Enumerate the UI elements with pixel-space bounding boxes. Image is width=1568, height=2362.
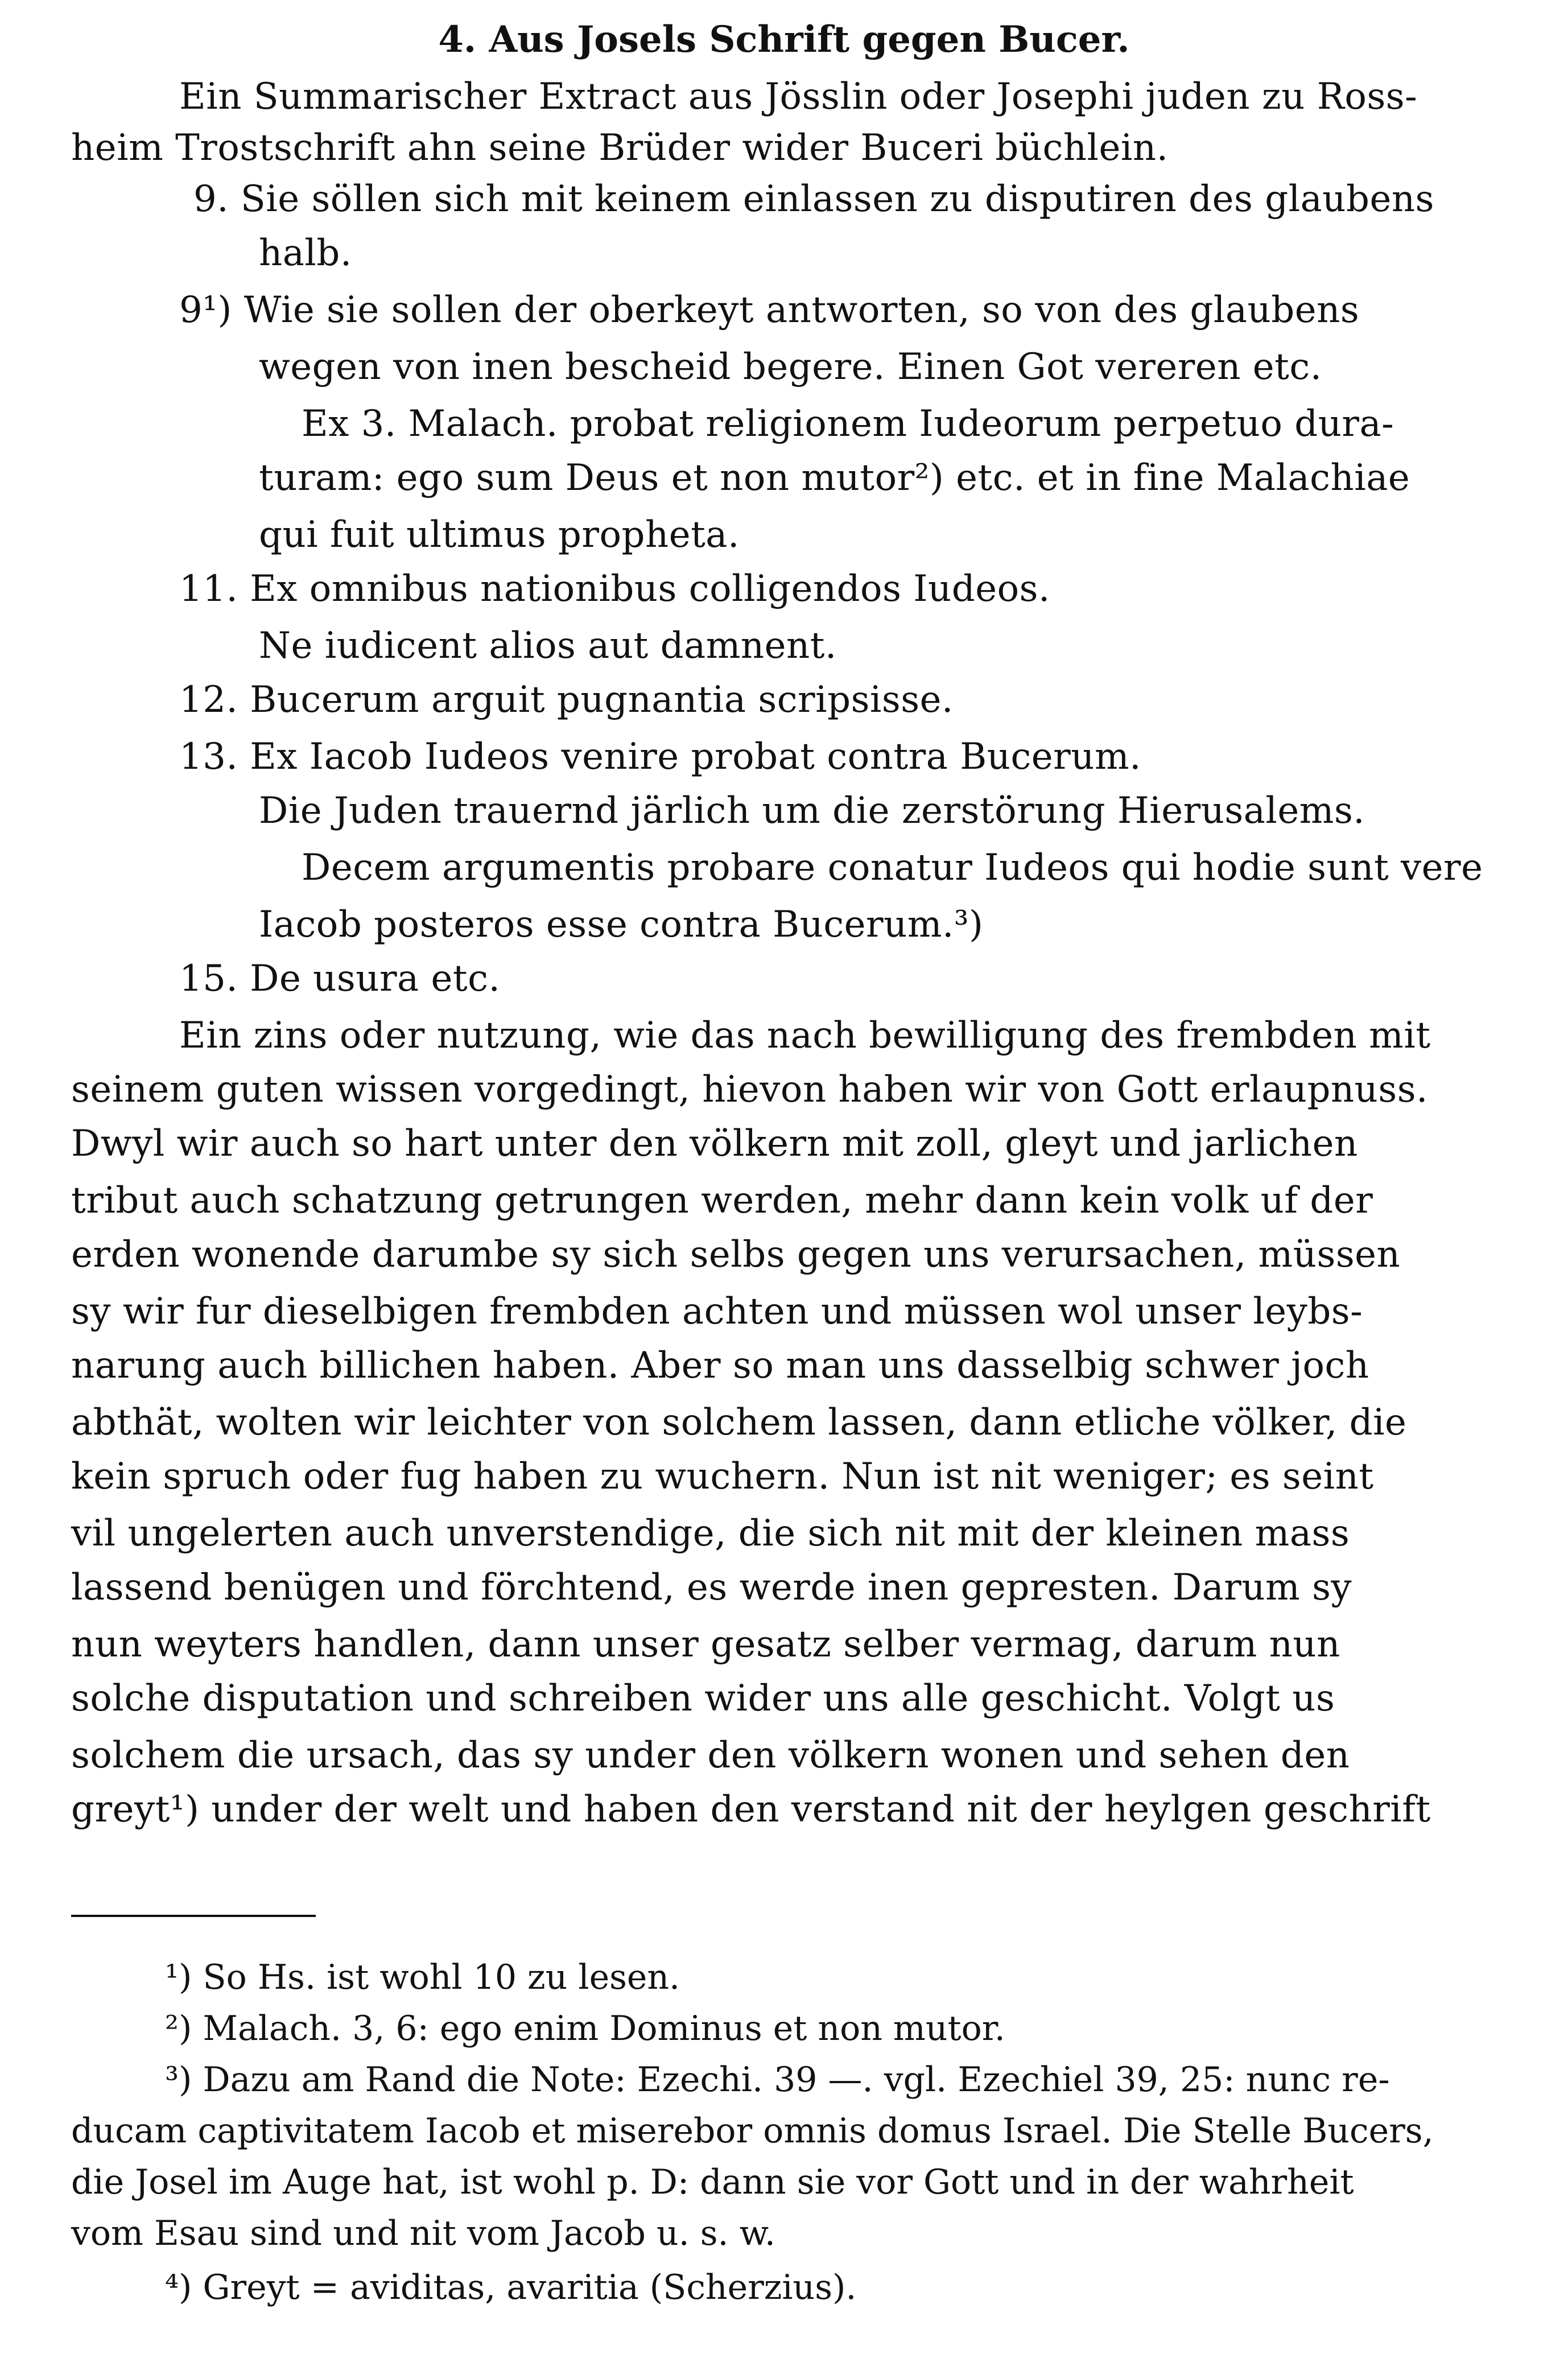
body-line: solche disputation und schreiben wider uns alle geschicht. Volgt us: [71, 1677, 1335, 1720]
body-line: 15. De usura etc.: [179, 958, 501, 1000]
body-line: halb.: [259, 232, 352, 274]
body-line: vil ungelerten auch unverstendige, die sich nit mit der kleinen mass: [71, 1512, 1350, 1555]
body-line: erden wonende darumbe sy sich selbs gegen uns verursachen, müssen: [71, 1234, 1401, 1276]
footnote-line: ¹) So Hs. ist wohl 10 zu lesen.: [165, 1957, 680, 1997]
body-line: Decem argumentis probare conatur Iudeos qui hodie sunt vere: [302, 847, 1483, 889]
body-line: nun weyters handlen, dann unser gesatz selber vermag, darum nun: [71, 1623, 1340, 1666]
body-line: Die Juden trauernd järlich um die zerstörung Hierusalems.: [259, 790, 1365, 832]
footnote-line: die Josel im Auge hat, ist wohl p. D: dann sie vor Gott und in der wahrheit: [71, 2162, 1354, 2202]
body-line: Dwyl wir auch so hart unter den völkern mit zoll, gleyt und jarlichen: [71, 1123, 1358, 1165]
body-line: Ne iudicent alios aut damnent.: [259, 625, 837, 667]
footnote-divider: [71, 1915, 316, 1917]
footnote-line: ²) Malach. 3, 6: ego enim Dominus et non mutor.: [165, 2009, 1005, 2048]
body-line: Ein Summarischer Extract aus Jösslin oder Josephi juden zu Ross-: [179, 76, 1418, 118]
body-line: solchem die ursach, das sy under den völkern wonen und sehen den: [71, 1734, 1350, 1776]
footnote-line: ³) Dazu am Rand die Note: Ezechi. 39 —. vgl. Ezechiel 39, 25: nunc re-: [165, 2060, 1390, 2100]
body-line: heim Trostschrift ahn seine Brüder wider Buceri büchlein.: [71, 127, 1169, 169]
body-line: qui fuit ultimus propheta.: [259, 514, 740, 556]
body-line: seinem guten wissen vorgedingt, hievon haben wir von Gott erlaupnuss.: [71, 1069, 1428, 1111]
body-line: abthät, wolten wir leichter von solchem lassen, dann etliche völker, die: [71, 1401, 1407, 1444]
body-line: wegen von inen bescheid begere. Einen Got vereren etc.: [259, 346, 1322, 388]
body-line: turam: ego sum Deus et non mutor²) etc. et in fine Malachiae: [259, 457, 1410, 499]
body-line: 9. Sie söllen sich mit keinem einlassen zu disputiren des glaubens: [193, 178, 1434, 220]
body-line: 12. Bucerum arguit pugnantia scripsisse.: [179, 679, 954, 721]
footnote-line: ⁴) Greyt = aviditas, avaritia (Scherzius).: [165, 2268, 857, 2307]
section-heading: 4. Aus Josels Schrift gegen Bucer.: [438, 18, 1130, 61]
footnote-line: ducam captivitatem Iacob et miserebor omnis domus Israel. Die Stelle Bucers,: [71, 2111, 1434, 2151]
body-line: greyt¹) under der welt und haben den verstand nit der heylgen geschrift: [71, 1788, 1431, 1831]
body-line: kein spruch oder fug haben zu wuchern. Nun ist nit weniger; es seint: [71, 1456, 1374, 1498]
body-line: 11. Ex omnibus nationibus colligendos Iudeos.: [179, 568, 1050, 610]
body-line: lassend benügen und förchtend, es werde inen gepresten. Darum sy: [71, 1567, 1352, 1609]
body-line: 13. Ex Iacob Iudeos venire probat contra Bucerum.: [179, 736, 1141, 778]
body-line: tribut auch schatzung getrungen werden, mehr dann kein volk uf der: [71, 1180, 1373, 1222]
body-line: 9¹) Wie sie sollen der oberkeyt antworten, so von des glaubens: [179, 289, 1360, 331]
body-line: narung auch billichen haben. Aber so man uns dasselbig schwer joch: [71, 1345, 1369, 1387]
body-line: Ex 3. Malach. probat religionem Iudeorum perpetuo dura-: [302, 403, 1394, 445]
body-line: Ein zins oder nutzung, wie das nach bewilligung des frembden mit: [179, 1015, 1431, 1057]
body-line: sy wir fur dieselbigen frembden achten und müssen wol unser leybs-: [71, 1291, 1363, 1333]
body-line: Iacob posteros esse contra Bucerum.³): [259, 904, 984, 946]
footnote-line: vom Esau sind und nit vom Jacob u. s. w.: [71, 2213, 775, 2253]
